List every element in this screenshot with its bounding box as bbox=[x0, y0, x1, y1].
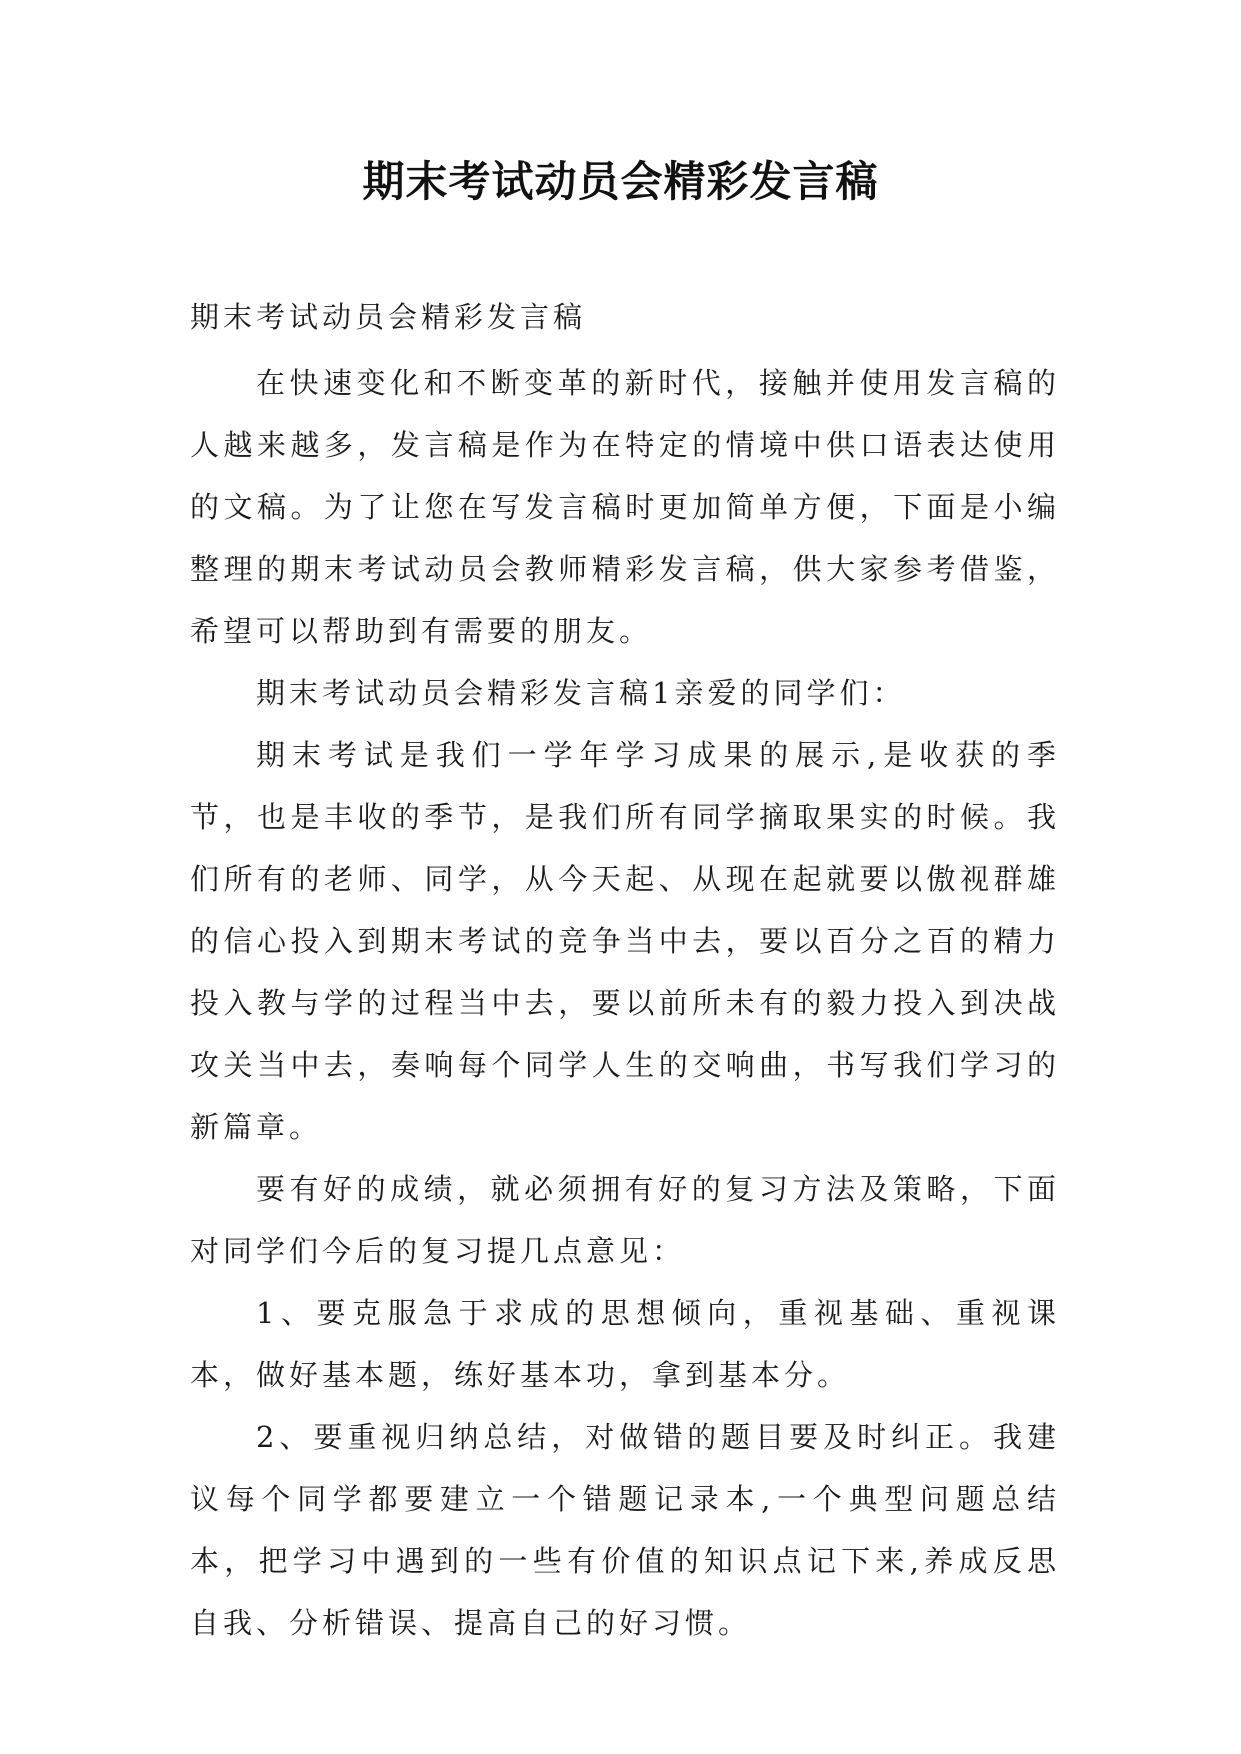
paragraph-advice-intro: 要有好的成绩，就必须拥有好的复习方法及策略，下面对同学们今后的复习提几点意见： bbox=[190, 1172, 1060, 1268]
document-subtitle: 期末考试动员会精彩发言稿 bbox=[190, 300, 587, 334]
document-title: 期末考试动员会精彩发言稿 bbox=[362, 157, 879, 206]
paragraph-intro: 在快速变化和不断变革的新时代，接触并使用发言稿的人越来越多，发言稿是作为在特定的情境中供口语表达使用的文稿。为了让您在写发言稿时更加简单方便，下面是小编整理的期末考试动员会教师精彩发言稿，供大家参考借鉴，希望可以帮助到有需要的朋友。 bbox=[190, 366, 1060, 648]
paragraph-greeting: 期末考试动员会精彩发言稿1亲爱的同学们： bbox=[256, 676, 906, 710]
paragraph-advice-2: 2、要重视归纳总结，对做错的题目要及时纠正。我建议每个同学都要建立一个错题记录本,一个典型问题总结本，把学习中遇到的一些有价值的知识点记下来,养成反思自我、分析错误、提高自己的好习惯。 bbox=[190, 1420, 1060, 1640]
paragraph-exam-meaning: 期末考试是我们一学年学习成果的展示,是收获的季节，也是丰收的季节，是我们所有同学摘取果实的时候。我们所有的老师、同学，从今天起、从现在起就要以傲视群雄的信心投入到期末考试的竞争当中去，要以百分之百的精力投入教与学的过程当中去，要以前所未有的毅力投入到决战攻关当中去，奏响每个同学人生的交响曲，书写我们学习的新篇章。 bbox=[190, 738, 1060, 1144]
paragraph-advice-1: 1、要克服急于求成的思想倾向，重视基础、重视课本，做好基本题，练好基本功，拿到基本分。 bbox=[190, 1296, 1060, 1392]
document-body bbox=[190, 286, 1060, 1654]
